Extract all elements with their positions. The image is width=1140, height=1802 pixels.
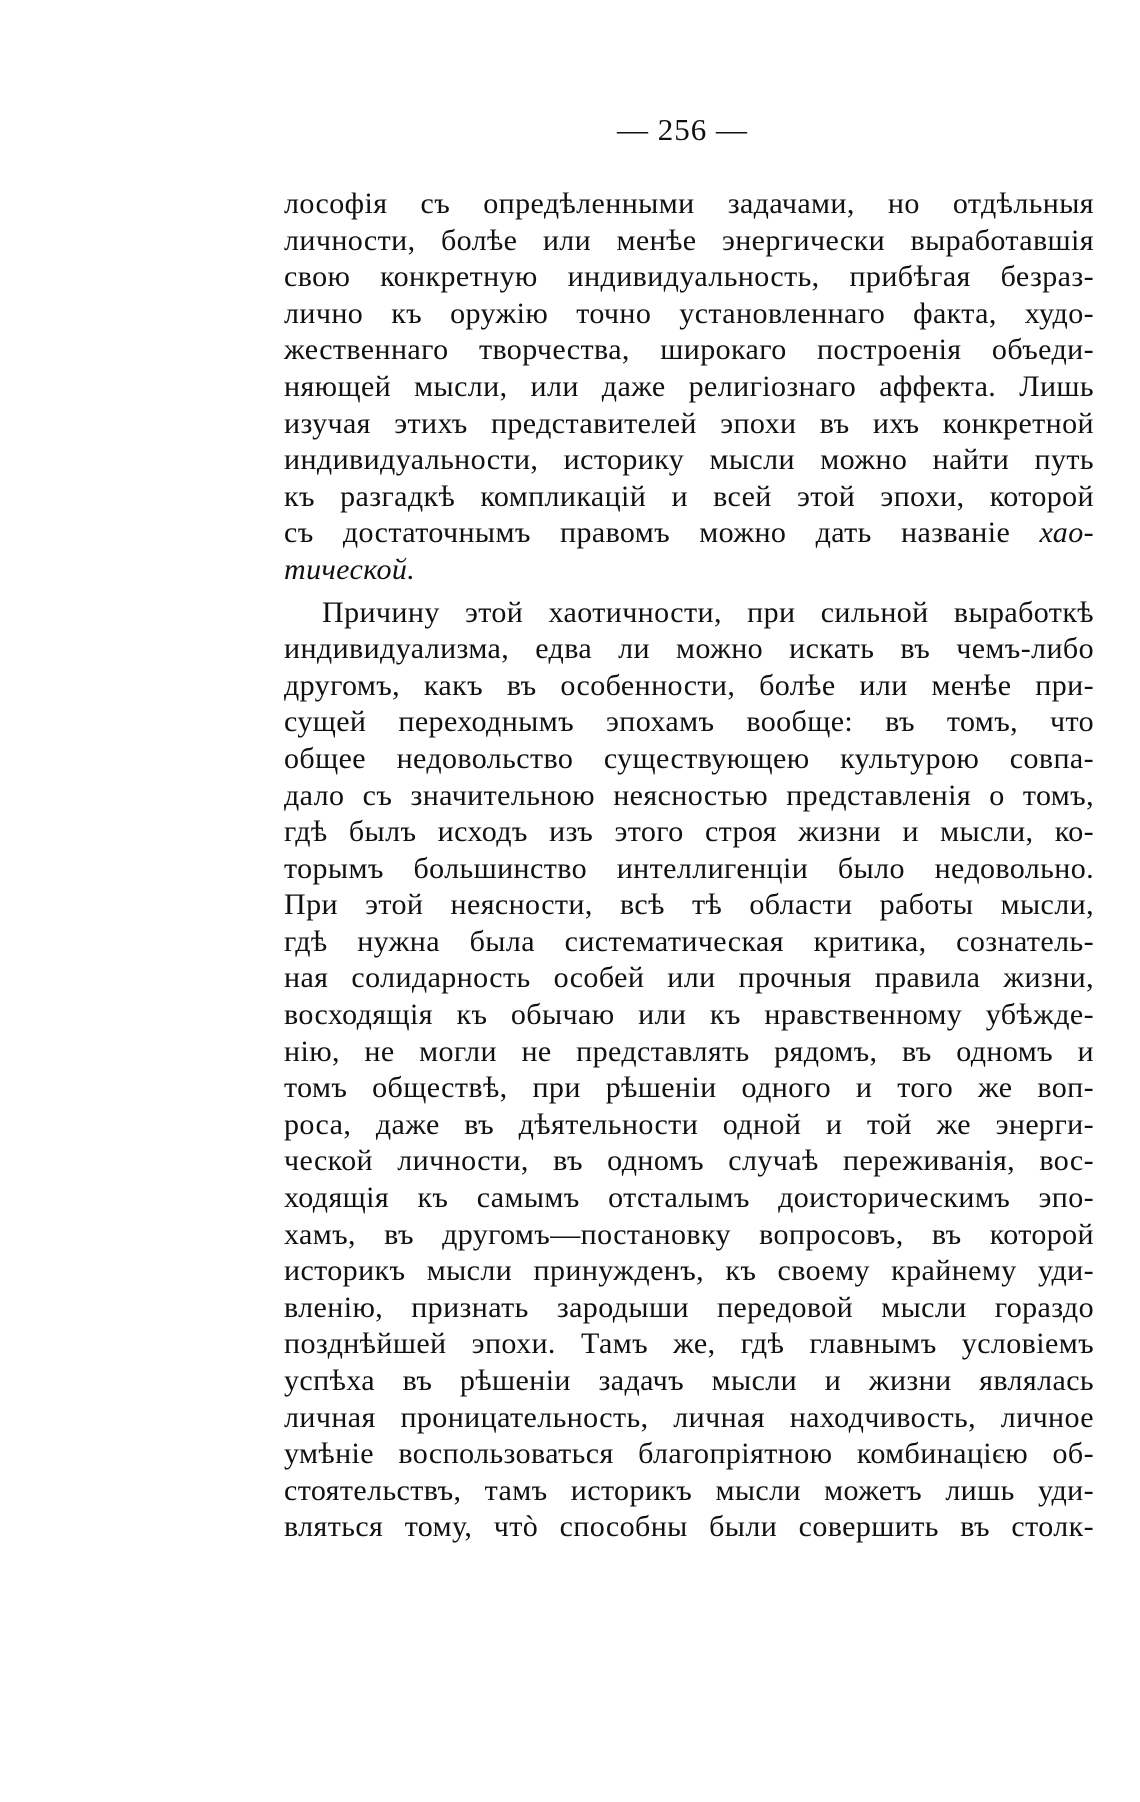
- text-line: сущей переходнымъ эпохамъ вообще: въ томъ, что: [284, 705, 1094, 739]
- text-line: индивидуальности, историку мысли можно найти путь: [284, 443, 1094, 477]
- text-line: ходящія къ самымъ отсталымъ доисторическимъ эпо-: [284, 1181, 1094, 1215]
- text-line: [284, 552, 1094, 589]
- text-line: къ разгадкѣ компликацій и всей этой эпохи, которой: [284, 479, 1094, 513]
- text-line: хамъ, въ другомъ—постановку вопросовъ, въ которой: [284, 1217, 1094, 1251]
- text-line: изучая этихъ представителей эпохи въ ихъ конкретной: [284, 406, 1094, 440]
- text-line: вляться тому, чтò способны были совершить въ столк-: [284, 1510, 1094, 1544]
- text-line: дало съ значительною неясностью представленія о томъ,: [284, 778, 1094, 812]
- text-line: гдѣ былъ исходъ изъ этого строя жизни и мысли, ко-: [284, 815, 1094, 849]
- text-line: личности, болѣе или менѣе энергически выработавшія: [284, 223, 1094, 257]
- paragraph-2: [284, 595, 1094, 1546]
- text-line: гдѣ нужна была систематическая критика, сознатель-: [284, 924, 1094, 958]
- text-line: Причину этой хаотичности, при сильной выработкѣ: [322, 595, 1094, 629]
- text-line-segment: съ достаточнымъ правомъ можно дать названіе: [284, 516, 1011, 550]
- text-line: няющей мысли, или даже религіознаго аффекта. Лишь: [284, 369, 1094, 403]
- body-text: [284, 186, 1094, 1546]
- text-line: вленію, признать зародыши передовой мысли гораздо: [284, 1290, 1094, 1324]
- text-line: нію, не могли не представлять рядомъ, въ одномъ и: [284, 1034, 1094, 1068]
- text-line: томъ обществѣ, при рѣшеніи одного и того же воп-: [284, 1071, 1094, 1105]
- italic-term: хао-: [1039, 516, 1094, 550]
- text-line: историкъ мысли принужденъ, къ своему крайнему уди-: [284, 1254, 1094, 1288]
- text-line: успѣха въ рѣшеніи задачъ мысли и жизни являлась: [284, 1364, 1094, 1397]
- text-line: торымъ большинство интеллигенціи было недовольно.: [284, 851, 1094, 885]
- text-line: свою конкретную индивидуальность, прибѣгая безраз-: [284, 260, 1094, 294]
- text-line: позднѣйшей эпохи. Тамъ же, гдѣ главнымъ условіемъ: [284, 1327, 1094, 1361]
- paragraph-1: [284, 186, 1094, 589]
- text-line: [284, 515, 1094, 552]
- text-line: лософія съ опредѣленными задачами, но отдѣльныя: [284, 187, 1094, 220]
- text-line: лично къ оружію точно установленнаго факта, худо-: [284, 296, 1094, 330]
- text-line: жественнаго творчества, широкаго построенія объеди-: [284, 333, 1094, 367]
- text-line: ческой личности, въ одномъ случаѣ переживанія, вос-: [284, 1144, 1094, 1178]
- text-line: роса, даже въ дѣятельности одной и той же энерги-: [284, 1107, 1094, 1141]
- text-line: При этой неясности, всѣ тѣ области работы мысли,: [284, 888, 1094, 922]
- text-line: другомъ, какъ въ особенности, болѣе или менѣе при-: [284, 668, 1094, 702]
- text-line: личная проницательность, личная находчивость, личное: [284, 1400, 1094, 1434]
- text-line: общее недовольство существующею культурою совпа-: [284, 741, 1094, 775]
- text-line: индивидуализма, едва ли можно искать въ чемъ-либо: [284, 632, 1094, 666]
- text-line: ная солидарность особей или прочныя правила жизни,: [284, 961, 1094, 995]
- text-line: восходящія къ обычаю или къ нравственному убѣжде-: [284, 998, 1094, 1032]
- text-line: стоятельствъ, тамъ историкъ мысли можетъ лишь уди-: [284, 1473, 1094, 1507]
- page-number: — 256 —: [617, 112, 748, 147]
- italic-term: тической.: [284, 552, 416, 586]
- text-line: умѣніе воспользоваться благопріятною комбинацією об-: [284, 1437, 1094, 1471]
